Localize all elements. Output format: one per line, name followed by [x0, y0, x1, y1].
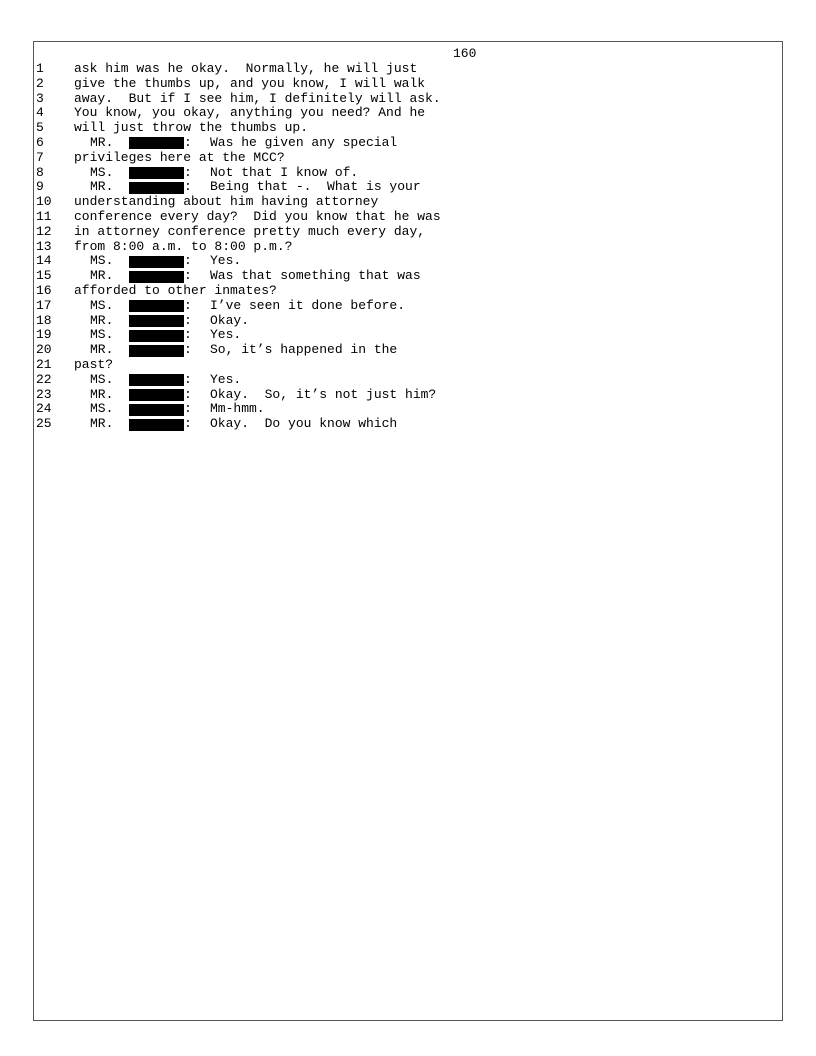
transcript-line	[36, 121, 441, 136]
redaction-bar	[129, 389, 184, 401]
utterance: Not that I know of.	[210, 164, 359, 180]
speaker-label	[90, 136, 210, 151]
redaction-bar	[129, 300, 184, 312]
utterance: Okay. So, it’s not just him?	[210, 386, 437, 402]
speaker-title: MS.	[90, 327, 114, 343]
line-text	[74, 343, 397, 358]
transcript-line	[36, 151, 441, 166]
line-number: 6	[36, 134, 44, 150]
speaker-colon: :	[184, 342, 192, 358]
utterance: Yes.	[210, 327, 242, 343]
transcript-line	[36, 388, 441, 403]
page-number: 160	[453, 46, 477, 61]
transcript-line	[36, 314, 441, 329]
line-text: from 8:00 a.m. to 8:00 p.m.?	[74, 238, 293, 254]
redaction-bar	[129, 330, 184, 342]
speaker-colon: :	[184, 312, 192, 328]
utterance: Yes.	[210, 371, 242, 387]
redaction-bar	[129, 182, 184, 194]
redaction-bar	[129, 137, 184, 149]
speaker-label	[90, 388, 210, 403]
utterance: Okay.	[210, 312, 250, 328]
transcript-line	[36, 166, 441, 181]
line-number: 16	[36, 282, 52, 298]
speaker-colon: :	[184, 416, 192, 432]
line-number: 15	[36, 268, 52, 284]
speaker-label	[90, 402, 210, 417]
utterance: I’ve seen it done before.	[210, 297, 406, 313]
speaker-colon: :	[184, 401, 192, 417]
speaker-label	[90, 180, 210, 195]
line-number: 21	[36, 356, 52, 372]
redaction-bar	[129, 345, 184, 357]
line-number: 2	[36, 75, 44, 91]
speaker-label	[90, 166, 210, 181]
speaker-colon: :	[184, 164, 192, 180]
line-number: 20	[36, 342, 52, 358]
line-number: 3	[36, 90, 44, 106]
line-text: conference every day? Did you know that he was	[74, 208, 441, 224]
speaker-colon: :	[184, 327, 192, 343]
line-text: past?	[74, 356, 114, 372]
transcript-line	[36, 269, 441, 284]
line-text: You know, you okay, anything you need? And he	[74, 105, 426, 121]
line-text: in attorney conference pretty much every day,	[74, 223, 426, 239]
speaker-colon: :	[184, 386, 192, 402]
redaction-bar	[129, 419, 184, 431]
line-text	[74, 328, 241, 343]
transcript-line	[36, 210, 441, 225]
line-number: 22	[36, 371, 52, 387]
speaker-label	[90, 314, 210, 329]
utterance: Okay. Do you know which	[210, 416, 398, 432]
transcript-line	[36, 373, 441, 388]
speaker-title: MR.	[90, 386, 114, 402]
line-number: 25	[36, 416, 52, 432]
transcript-line	[36, 195, 441, 210]
transcript-line	[36, 343, 441, 358]
speaker-title: MS.	[90, 371, 114, 387]
utterance: Yes.	[210, 253, 242, 269]
line-text: give the thumbs up, and you know, I will walk	[74, 75, 426, 91]
speaker-label	[90, 343, 210, 358]
speaker-colon: :	[184, 253, 192, 269]
speaker-title: MR.	[90, 179, 114, 195]
line-text	[74, 402, 265, 417]
redaction-bar	[129, 315, 184, 327]
transcript-line	[36, 240, 441, 255]
line-number: 13	[36, 238, 52, 254]
speaker-label	[90, 373, 210, 388]
line-number: 1	[36, 61, 44, 76]
transcript-line	[36, 180, 441, 195]
redaction-bar	[129, 374, 184, 386]
utterance: Being that -. What is your	[210, 179, 421, 195]
redaction-bar	[129, 167, 184, 179]
transcript-line	[36, 402, 441, 417]
line-text	[74, 373, 241, 388]
line-number: 10	[36, 194, 52, 210]
transcript-line	[36, 92, 441, 107]
transcript-line	[36, 358, 441, 373]
line-number: 18	[36, 312, 52, 328]
speaker-title: MR.	[90, 312, 114, 328]
speaker-colon: :	[184, 134, 192, 150]
redaction-bar	[129, 404, 184, 416]
line-number: 9	[36, 179, 44, 195]
speaker-label	[90, 417, 210, 432]
utterance: Was he given any special	[210, 134, 398, 150]
transcript-line	[36, 225, 441, 240]
speaker-title: MR.	[90, 342, 114, 358]
redaction-bar	[129, 256, 184, 268]
speaker-colon: :	[184, 297, 192, 313]
line-text	[74, 254, 241, 269]
speaker-colon: :	[184, 268, 192, 284]
speaker-label	[90, 254, 210, 269]
line-number: 5	[36, 120, 44, 136]
line-text	[74, 299, 405, 314]
speaker-title: MS.	[90, 297, 114, 313]
redaction-bar	[129, 271, 184, 283]
line-number: 4	[36, 105, 44, 121]
line-text	[74, 269, 421, 284]
line-text	[74, 166, 358, 181]
utterance: Was that something that was	[210, 268, 421, 284]
speaker-label	[90, 299, 210, 314]
line-number: 17	[36, 297, 52, 313]
speaker-label	[90, 269, 210, 284]
transcript-line	[36, 417, 441, 432]
speaker-title: MR.	[90, 416, 114, 432]
line-text	[74, 314, 249, 329]
line-text	[74, 388, 436, 403]
transcript-line	[36, 106, 441, 121]
speaker-title: MR.	[90, 268, 114, 284]
line-text: privileges here at the MCC?	[74, 149, 285, 165]
speaker-title: MS.	[90, 253, 114, 269]
transcript-line	[36, 77, 441, 92]
utterance: So, it’s happened in the	[210, 342, 398, 358]
transcript-line	[36, 62, 441, 77]
line-number: 7	[36, 149, 44, 165]
line-text: afforded to other inmates?	[74, 282, 277, 298]
speaker-title: MS.	[90, 164, 114, 180]
line-text: ask him was he okay. Normally, he will just	[74, 61, 418, 76]
line-text	[74, 136, 397, 151]
transcript-line	[36, 328, 441, 343]
speaker-colon: :	[184, 179, 192, 195]
line-text: understanding about him having attorney	[74, 194, 379, 210]
speaker-label	[90, 328, 210, 343]
speaker-title: MS.	[90, 401, 114, 417]
speaker-colon: :	[184, 371, 192, 387]
line-text: will just throw the thumbs up.	[74, 120, 309, 136]
utterance: Mm-hmm.	[210, 401, 265, 417]
line-number: 24	[36, 401, 52, 417]
line-number: 19	[36, 327, 52, 343]
line-text	[74, 417, 397, 432]
transcript-line	[36, 284, 441, 299]
transcript-line	[36, 254, 441, 269]
line-number: 23	[36, 386, 52, 402]
transcript-line	[36, 136, 441, 151]
transcript-body	[36, 62, 441, 432]
transcript-line	[36, 299, 441, 314]
line-text: away. But if I see him, I definitely will ask.	[74, 90, 441, 106]
line-text	[74, 180, 421, 195]
line-number: 8	[36, 164, 44, 180]
line-number: 14	[36, 253, 52, 269]
line-number: 11	[36, 208, 52, 224]
line-number: 12	[36, 223, 52, 239]
speaker-title: MR.	[90, 134, 114, 150]
